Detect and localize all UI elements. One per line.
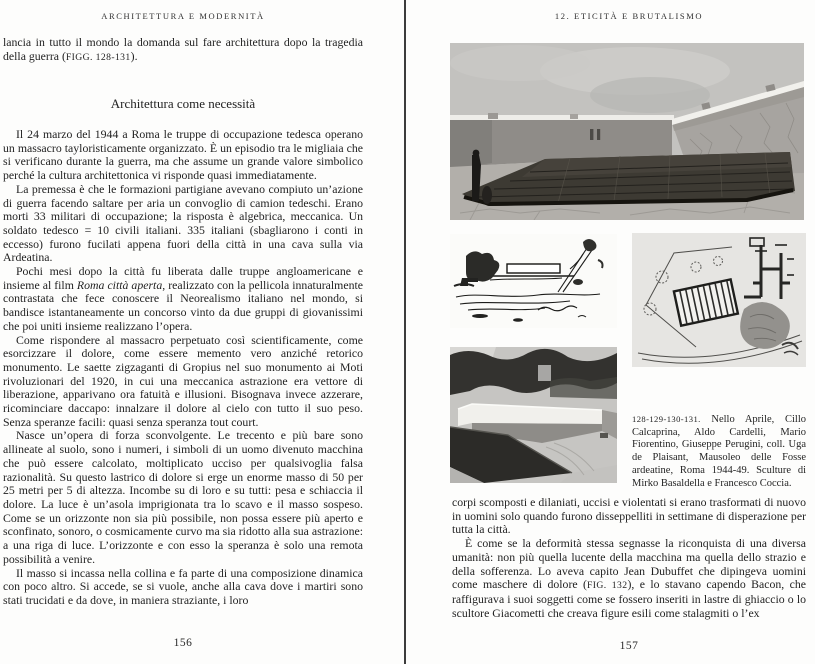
running-header-right: 12. ETICITÀ E BRUTALISMO	[554, 11, 704, 21]
page-number-right: 157	[619, 640, 639, 652]
mausoleum-site-plan	[632, 233, 806, 367]
page-number-left: 156	[173, 637, 193, 649]
intro-paragraph: lancia in tutto il mondo la domanda sul fare architettura dopo la tragedia della guerra (FIGG. 128-131).	[3, 35, 363, 63]
section-heading: Architettura come necessità	[110, 96, 256, 111]
page-gutter-divider	[404, 0, 406, 664]
running-header-left: ARCHITETTURA E MODERNITÀ	[101, 11, 265, 21]
mausoleum-interior-photo	[450, 43, 804, 220]
figure-caption: 128-129-130-131. Nello Aprile, Cillo Calcaprina, Aldo Cardelli, Mario Fiorentino, Giuseppe Perugini, coll. Uga de Plaisant, Mausoleo delle Fosse ardeatine, Roma 1944-49. Sculture di Mirko Basaldella e Francesco Coccia.	[632, 414, 806, 489]
mausoleum-ink-sketch	[450, 234, 617, 328]
mausoleum-exterior-photo	[450, 347, 617, 483]
right-body-text: corpi scomposti e dilaniati, uccisi e violentati si erano trasformati di nuovo in uomini solo quando furono disseppelliti in settimane di disperazione per tutta la città. È come se la deformità stessa segnasse la riconquista di una diversa umanità: non più quella lucente della macchina ma quella dello strazio e della sofferenza. Lo aveva capito Jean Dubuffet che dipingeva uomini come maschere di dolore (FIG. 132), e lo stavano capendo Bacon, che raffigurava i suoi soggetti come se fossero inseriti in lastre di ghiaccio o lo scultore Giacometti che creava figure esili come stalagmiti o l’ex	[452, 495, 806, 620]
left-body-text: Il 24 marzo del 1944 a Roma le truppe di occupazione tedesca operano un massacro tayloristicamente organizzato. È un episodio tra le migliaia che si verificano durante la guerra, ma che assume un grande valore simbolico perché la cultura architettonica vi risponde quasi immediatamente. La premessa è che le formazioni partigiane avevano compiuto un’azione di guerra facendo saltare per aria un convoglio di camion tedeschi. Erano morti 33 militari di occupazione; la risposta è algebrica, meccanica. Un soldato tedesco = 10 civili italiani. 335 italiani (sbagliarono i conti in eccesso) furono fucilati appena fuori della città in una cava sulla via Ardeatina. Pochi mesi dopo la città fu liberata dalle truppe angloamericane e insieme al film Roma città aperta, realizzato con la pellicola innaturalmente contrastata che fece conoscere il Neorealismo italiano nel mondo, si bandisce istantaneamente un concorso vinto da due gruppi di giovanissimi che poi uniti insieme realizzano l’opera. Come rispondere al massacro perpetuato così scientificamente, come esorcizzare il dolore, come essere memento vero anziché retorico monumento. Le saette zigzaganti di Gropius nel suo monumento ai Moti rivoluzionari del 1920, in cui una meccanica astrazione era vettore di liberazione, apparivano ora fatuità e illusioni. Bisognava invece azzerare, ricominciare daccapo: innalzare il dolore al cielo con tutto il suo peso. Senza speranze facili: quasi senza speranza tout court. Nasce un’opera di forza sconvolgente. Le trecento e più bare sono allineate al suolo, sono i numeri, i simboli di un uomo divenuto macchina che può essere calcolato, moltiplicato ucciso per qualsivoglia falsa razionalità. Su questo lastrico di dolore si erge un enorme masso di 50 per 25 metri per 5 di altezza. Incombe su di loro e su tutti: pesa e schiaccia il dolore. La luce è un’asola imprigionata tra lo scavo e il masso sospeso. Come se un orizzonte non sia più possibile, non possa essere più aperto e sconfinato, sonoro, o cosmicamente curvo ma sia ridotto alla sua astrazione: a una riga di luce. L’orizzonte e con esso la speranza è solo una remota possibilità a venire. Il masso si incassa nella collina e fa parte di una composizione dinamica con poco altro. Si accede, se si vuole, anche alla cava dove i martiri sono stati trucidati e da dove, in maniera straziante, i loro	[3, 127, 363, 607]
